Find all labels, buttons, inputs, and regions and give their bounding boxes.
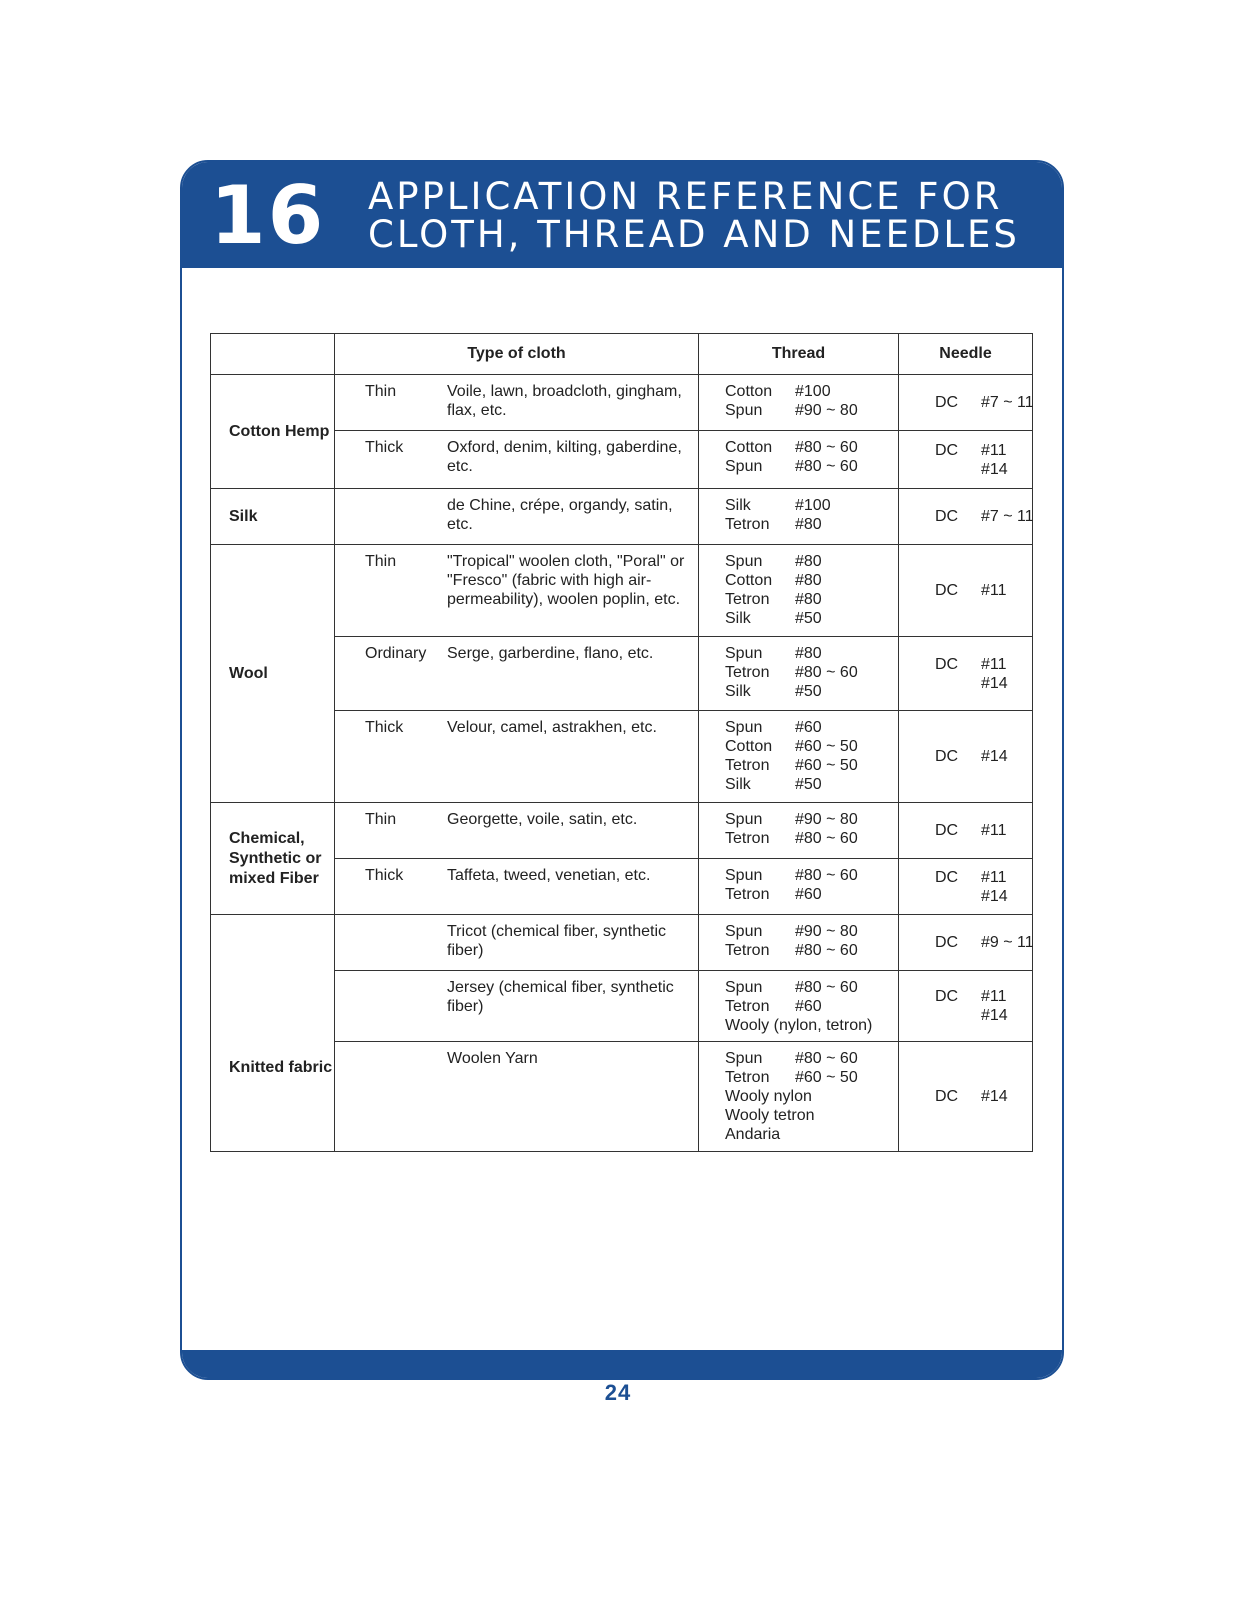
thread-size: #80 (795, 572, 822, 589)
thread-type: Spun (725, 811, 763, 828)
cloth-cell (335, 971, 699, 1042)
needle-size: #14 (981, 1088, 1008, 1105)
table-header-row (211, 334, 1033, 375)
cloth-cell (335, 489, 699, 545)
thread-size: #100 (795, 383, 831, 400)
cloth-cell (335, 637, 699, 711)
thread-type: Andaria (725, 1126, 781, 1143)
needle-cell (899, 431, 1033, 489)
thread-line (725, 978, 898, 997)
cloth-weight (335, 978, 447, 1016)
cloth-cell (335, 375, 699, 431)
thread-line (725, 718, 898, 737)
needle-type: DC (935, 988, 959, 1005)
cloth-weight: Thick (365, 719, 404, 736)
thread-size: #60 ~ 50 (795, 757, 858, 774)
thread-size: #60 (795, 719, 822, 736)
needle-size: #11 (981, 822, 1007, 839)
header-blank (211, 334, 335, 375)
thread-size: #50 (795, 610, 822, 627)
thread-size: #60 (795, 886, 822, 903)
table-row (211, 489, 1033, 545)
thread-line (725, 663, 898, 682)
thread-cell (699, 375, 899, 431)
thread-line (725, 438, 898, 457)
thread-size: #90 ~ 80 (795, 811, 858, 828)
cloth-description: Serge, garberdine, flano, etc. (447, 645, 654, 662)
thread-line (725, 401, 898, 420)
cloth-cell (335, 859, 699, 915)
needle-size: #14 (981, 460, 1008, 478)
thread-line (725, 737, 898, 756)
category-cotton: Cotton Hemp (211, 375, 335, 489)
cloth-cell (335, 431, 699, 489)
category-silk: Silk (211, 489, 335, 545)
needle-cell (899, 859, 1033, 915)
needle-cell (899, 375, 1033, 431)
thread-size: #80 ~ 60 (795, 439, 858, 456)
thread-size: #90 ~ 80 (795, 923, 858, 940)
thread-type: Cotton (725, 738, 773, 755)
thread-size: #80 ~ 60 (795, 664, 858, 681)
thread-line (725, 1087, 898, 1106)
cloth-weight: Thin (365, 811, 397, 828)
thread-type: Spun (725, 553, 763, 570)
thread-line (725, 571, 898, 590)
cloth-description: Oxford, denim, kilting, gaberdine, etc. (447, 439, 682, 475)
thread-type: Spun (725, 645, 763, 662)
needle-size: #11 (981, 988, 1007, 1005)
needle-type: DC (935, 394, 959, 411)
thread-type: Spun (725, 867, 763, 884)
thread-size: #60 (795, 998, 822, 1015)
thread-line (725, 941, 898, 960)
needle-type: DC (935, 441, 959, 459)
thread-size: #80 (795, 645, 822, 662)
header-type-of-cloth: Type of cloth (335, 334, 699, 375)
cloth-weight: Thick (365, 439, 404, 456)
cloth-cell (335, 711, 699, 803)
thread-type: Spun (725, 1050, 763, 1067)
needle-type: DC (935, 655, 959, 673)
thread-cell (699, 489, 899, 545)
cloth-cell (335, 545, 699, 637)
needle-type: DC (935, 934, 959, 951)
thread-cell (699, 915, 899, 971)
needle-cell (899, 1042, 1033, 1152)
table-row (211, 375, 1033, 431)
thread-type: Tetron (725, 998, 770, 1015)
cloth-description: "Tropical" woolen cloth, "Poral" or "Fresco" (fabric with high air-permeability), woolen poplin, etc. (447, 553, 685, 608)
cloth-description: de Chine, crépe, organdy, satin, etc. (447, 497, 673, 533)
thread-type: Tetron (725, 1069, 770, 1086)
thread-size: #80 ~ 60 (795, 830, 858, 847)
cloth-weight: Thick (365, 867, 404, 884)
needle-cell (899, 711, 1033, 803)
needle-size: #7 ~ 11 (981, 394, 1034, 411)
needle-size: #11 (981, 868, 1007, 886)
thread-line (725, 496, 898, 515)
cloth-cell (335, 803, 699, 859)
thread-type: Spun (725, 402, 763, 419)
thread-line (725, 644, 898, 663)
thread-line (725, 866, 898, 885)
thread-line (725, 885, 898, 904)
needle-cell (899, 545, 1033, 637)
thread-size: #80 ~ 60 (795, 979, 858, 996)
page-number: 24 (604, 1380, 632, 1405)
thread-type: Tetron (725, 757, 770, 774)
cloth-description: Georgette, voile, satin, etc. (447, 811, 638, 828)
needle-cell (899, 971, 1033, 1042)
needle-spacer (935, 674, 981, 693)
table-row (211, 971, 1033, 1042)
thread-line (725, 756, 898, 775)
thread-type: Wooly (nylon, tetron) (725, 1017, 873, 1034)
needle-size: #14 (981, 748, 1008, 765)
category-wool: Wool (211, 545, 335, 803)
thread-size: #60 ~ 50 (795, 738, 858, 755)
thread-type: Silk (725, 683, 751, 700)
cloth-cell (335, 915, 699, 971)
thread-type: Spun (725, 719, 763, 736)
thread-size: #80 ~ 60 (795, 867, 858, 884)
needle-type: DC (935, 582, 959, 599)
thread-size: #80 ~ 60 (795, 458, 858, 475)
cloth-description: Voile, lawn, broadcloth, gingham, flax, etc. (447, 383, 682, 419)
thread-size: #50 (795, 683, 822, 700)
header-thread: Thread (699, 334, 899, 375)
thread-line (725, 997, 898, 1016)
thread-size: #90 ~ 80 (795, 402, 858, 419)
thread-cell (699, 545, 899, 637)
thread-type: Cotton (725, 572, 773, 589)
thread-size: #80 ~ 60 (795, 1050, 858, 1067)
thread-line (725, 552, 898, 571)
thread-type: Spun (725, 923, 763, 940)
cloth-cell (335, 1042, 699, 1152)
needle-size: #9 ~ 11 (981, 934, 1034, 951)
category-knitted: Knitted fabric (211, 915, 335, 1152)
cloth-weight: Thin (365, 553, 397, 570)
needle-cell (899, 915, 1033, 971)
thread-size: #80 (795, 516, 822, 533)
thread-cell (699, 711, 899, 803)
cloth-description: Taffeta, tweed, venetian, etc. (447, 867, 651, 884)
cloth-weight (335, 922, 447, 960)
needle-type: DC (935, 508, 959, 525)
panel-footer-bar (182, 1350, 1062, 1378)
thread-type: Silk (725, 610, 751, 627)
section-title-line2: CLOTH, THREAD AND NEEDLES (368, 213, 1020, 256)
needle-cell (899, 637, 1033, 711)
needle-spacer (935, 460, 981, 479)
thread-type: Tetron (725, 942, 770, 959)
table-row (211, 711, 1033, 803)
thread-type: Tetron (725, 886, 770, 903)
thread-type: Tetron (725, 830, 770, 847)
thread-type: Wooly nylon (725, 1088, 812, 1105)
section-header (182, 162, 1062, 268)
thread-line (725, 682, 898, 701)
thread-size: #100 (795, 497, 831, 514)
thread-type: Silk (725, 776, 751, 793)
thread-line (725, 1125, 898, 1144)
thread-size: #80 ~ 60 (795, 942, 858, 959)
needle-size: #14 (981, 887, 1008, 905)
section-number: 16 (210, 169, 326, 262)
needle-type: DC (935, 868, 959, 886)
thread-type: Cotton (725, 383, 773, 400)
section-title-line1: APPLICATION REFERENCE FOR (368, 175, 1003, 218)
needle-size: #11 (981, 441, 1007, 459)
needle-size: #14 (981, 1007, 1008, 1024)
needle-size: #7 ~ 11 (981, 508, 1034, 525)
thread-line (725, 1049, 898, 1068)
thread-line (725, 1106, 898, 1125)
thread-type: Tetron (725, 664, 770, 681)
thread-line (725, 810, 898, 829)
needle-type: DC (935, 1088, 959, 1105)
thread-size: #60 ~ 50 (795, 1069, 858, 1086)
thread-line (725, 382, 898, 401)
table-row (211, 859, 1033, 915)
thread-line (725, 775, 898, 794)
cloth-weight (335, 496, 447, 534)
header-needle: Needle (899, 334, 1033, 375)
thread-cell (699, 431, 899, 489)
cloth-description: Tricot (chemical fiber, synthetic fiber) (447, 923, 667, 959)
thread-line (725, 922, 898, 941)
thread-type: Tetron (725, 591, 770, 608)
table-row (211, 431, 1033, 489)
category-chemical: Chemical, Synthetic or mixed Fiber (211, 803, 335, 915)
thread-type: Silk (725, 497, 751, 514)
thread-line (725, 1068, 898, 1087)
table-row (211, 1042, 1033, 1152)
thread-line (725, 829, 898, 848)
cloth-weight: Ordinary (365, 645, 427, 662)
thread-type: Cotton (725, 439, 773, 456)
needle-spacer (935, 1006, 981, 1025)
cloth-weight (335, 1049, 447, 1068)
needle-cell (899, 803, 1033, 859)
table-row (211, 803, 1033, 859)
thread-line (725, 1016, 898, 1035)
thread-type: Tetron (725, 516, 770, 533)
thread-type: Wooly tetron (725, 1107, 815, 1124)
needle-size: #11 (981, 655, 1007, 673)
thread-type: Spun (725, 979, 763, 996)
section-title (368, 175, 1020, 256)
thread-line (725, 515, 898, 534)
needle-spacer (935, 887, 981, 906)
thread-cell (699, 637, 899, 711)
table-row (211, 915, 1033, 971)
thread-line (725, 590, 898, 609)
needle-size: #14 (981, 674, 1008, 692)
cloth-description: Velour, camel, astrakhen, etc. (447, 719, 657, 736)
thread-cell (699, 859, 899, 915)
needle-type: DC (935, 822, 959, 839)
thread-size: #80 (795, 591, 822, 608)
thread-size: #80 (795, 553, 822, 570)
thread-size: #50 (795, 776, 822, 793)
cloth-description: Jersey (chemical fiber, synthetic fiber) (447, 979, 674, 1015)
thread-cell (699, 971, 899, 1042)
cloth-weight: Thin (365, 383, 397, 400)
needle-cell (899, 489, 1033, 545)
thread-line (725, 457, 898, 476)
table-row (211, 545, 1033, 637)
thread-line (725, 609, 898, 628)
thread-cell (699, 803, 899, 859)
table-row (211, 637, 1033, 711)
thread-type: Spun (725, 458, 763, 475)
needle-size: #11 (981, 582, 1007, 599)
thread-cell (699, 1042, 899, 1152)
reference-table (210, 333, 1033, 1152)
cloth-description: Woolen Yarn (447, 1050, 538, 1067)
needle-type: DC (935, 748, 959, 765)
